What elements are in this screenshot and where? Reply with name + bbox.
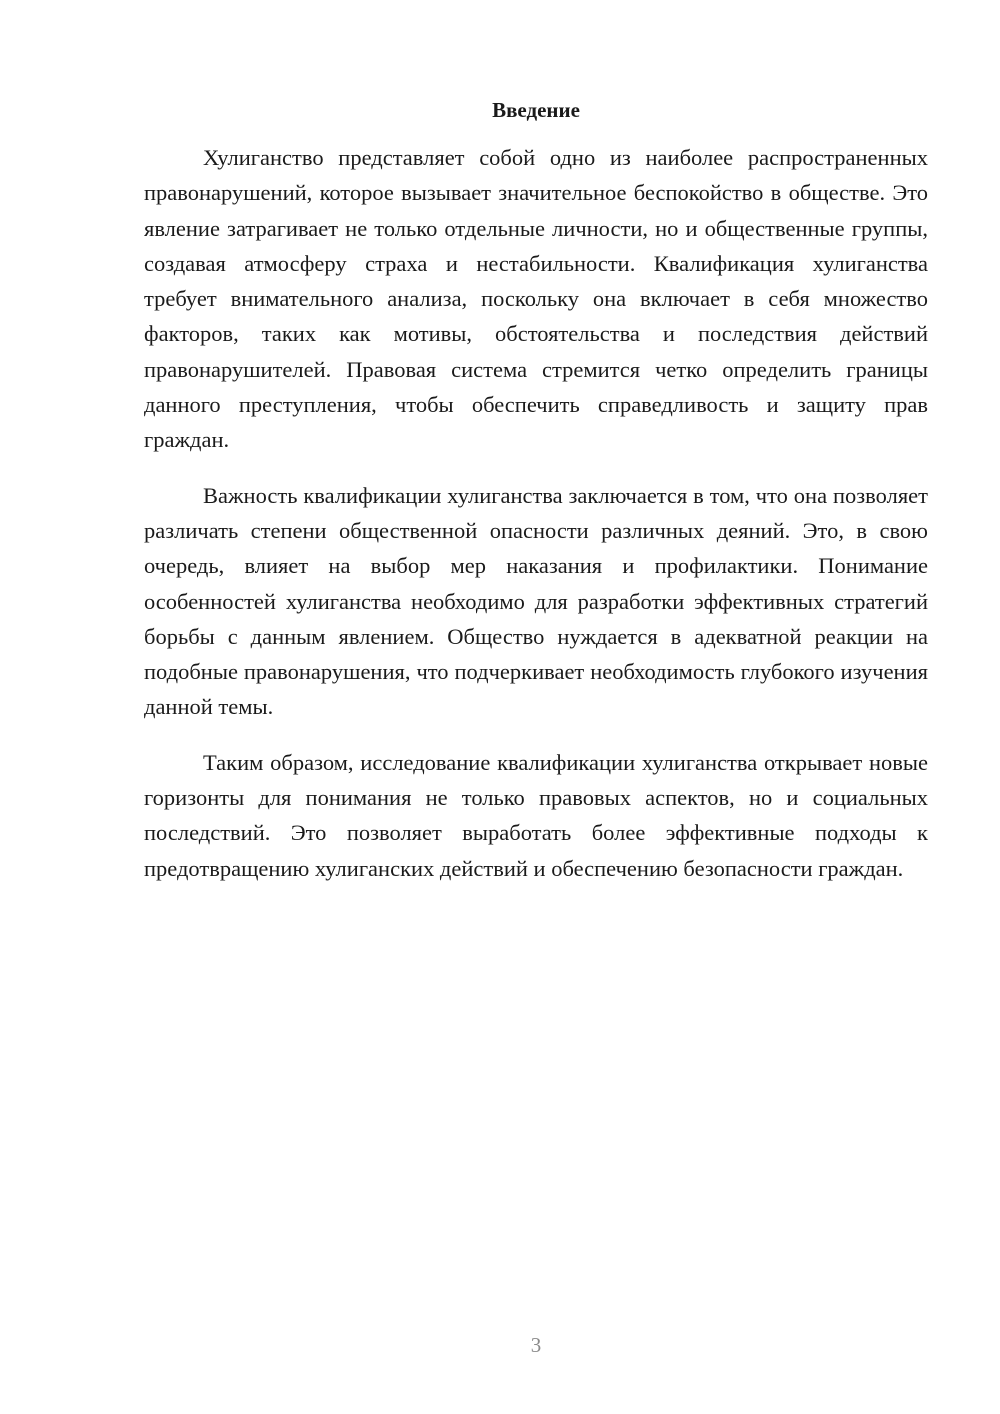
paragraph-3: Таким образом, исследование квалификации хулиганства открывает новые горизонты для понимания не только правовых аспектов, но и социальных последствий. Это позволяет выработать более эффективные подходы к предотвращению хулиганских действий и обеспечению безопасности граждан.	[144, 749, 928, 881]
page-number: 3	[530, 1333, 542, 1357]
paragraph-1: Хулиганство представляет собой одно из наиболее распространенных правонарушений, которое вызывает значительное беспокойство в обществе. Это явление затрагивает не только отдельные личности, но и общественные группы, создавая атмосферу страха и нестабильности. Квалификация хулиганства требует внимательного анализа, поскольку она включает в себя множество факторов, таких как мотивы, обстоятельства и последствия действий правонарушителей. Правовая система стремится четко определить границы данного преступления, чтобы обеспечить справедливость и защиту прав граждан.	[144, 145, 928, 453]
page-content	[144, 92, 928, 906]
section-title: Введение	[492, 98, 580, 122]
paragraph-2: Важность квалификации хулиганства заключается в том, что она позволяет различать степени общественной опасности различных деяний. Это, в свою очередь, влияет на выбор мер наказания и профилактики. Понимание особенностей хулиганства необходимо для разработки эффективных стратегий борьбы с данным явлением. Общество нуждается в адекватной реакции на подобные правонарушения, что подчеркивает необходимость глубокого изучения данной темы.	[144, 482, 928, 720]
